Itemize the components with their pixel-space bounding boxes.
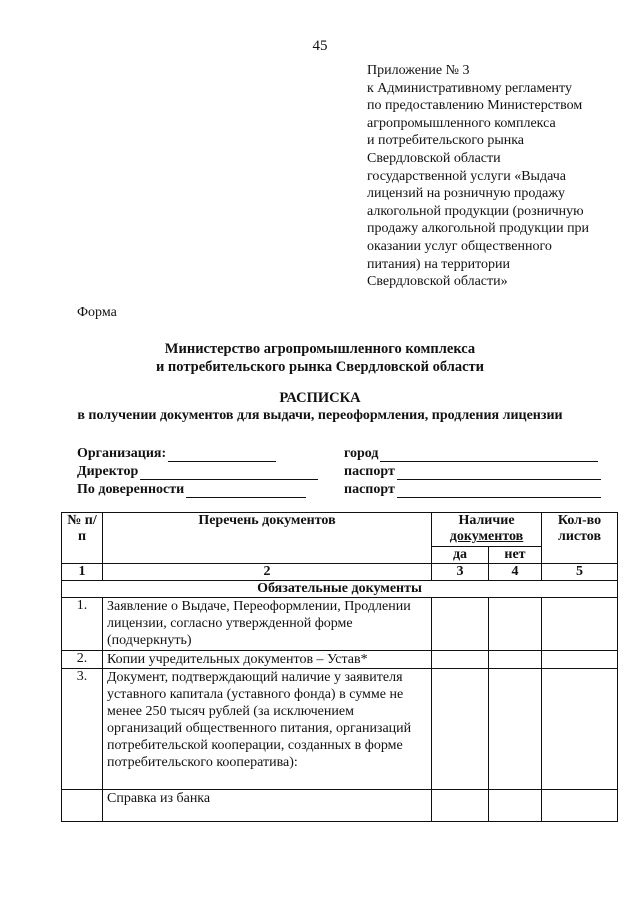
cell-no[interactable] <box>489 598 542 651</box>
header-yes: да <box>432 547 489 564</box>
header-count: Кол-во листов <box>542 513 618 564</box>
table-row <box>62 651 618 669</box>
header-list: Перечень документов <box>103 513 432 564</box>
receipt-title: РАСПИСКА <box>279 390 361 406</box>
proxy-label: По доверенности <box>77 482 185 497</box>
proxy-field[interactable] <box>77 482 306 498</box>
col-number: 1 <box>62 564 103 581</box>
organization-field[interactable] <box>77 446 276 462</box>
appendix-block <box>367 62 617 291</box>
row-text: Документ, подтверждающий наличие у заявителя уставного капитала (уставного фонда) в сумме не менее 250 тысяч рублей (за исключением организаций общественного питания, организаций потребительской кооперации, созданных в форме потребительского кооператива): <box>103 669 432 790</box>
appendix-line: Свердловской области» <box>367 274 508 290</box>
director-field[interactable] <box>77 464 318 480</box>
receipt-subtitle: в получении документов для выдачи, переоформления, продления лицензии <box>77 408 563 423</box>
section-title: Обязательные документы <box>62 581 618 598</box>
passport-label-1: паспорт <box>344 464 395 479</box>
header-presence <box>432 513 542 547</box>
ministry-heading <box>0 340 640 376</box>
header-presence-line-2: документов <box>449 529 524 544</box>
page-number: 45 <box>312 38 328 54</box>
appendix-line: агропромышленного комплекса <box>367 115 556 131</box>
appendix-line: к Административному регламенту <box>367 80 572 96</box>
cell-count[interactable] <box>542 651 618 669</box>
cell-no[interactable] <box>489 651 542 669</box>
row-num: 3. <box>62 669 103 790</box>
appendix-line: продажу алкогольной продукции при <box>367 221 590 237</box>
row-text: Справка из банка <box>103 790 432 822</box>
city-blank[interactable] <box>380 447 598 462</box>
city-field[interactable] <box>344 446 598 462</box>
header-presence-line-1: Наличие <box>458 513 515 528</box>
cell-yes[interactable] <box>432 651 489 669</box>
documents-table <box>61 512 618 822</box>
header-num: № п/п <box>62 513 103 564</box>
cell-count[interactable] <box>542 669 618 790</box>
cell-no[interactable] <box>489 669 542 790</box>
appendix-line: оказании услуг общественного <box>367 238 552 254</box>
passport-blank-1[interactable] <box>397 465 601 480</box>
col-number: 2 <box>103 564 432 581</box>
cell-count[interactable] <box>542 790 618 822</box>
appendix-line: и потребительского рынка <box>367 133 525 149</box>
cell-yes[interactable] <box>432 790 489 822</box>
appendix-line: Свердловской области <box>367 150 501 166</box>
header-no: нет <box>489 547 542 564</box>
row-num <box>62 790 103 822</box>
director-blank[interactable] <box>140 465 318 480</box>
cell-yes[interactable] <box>432 598 489 651</box>
appendix-line: алкогольной продукции (розничную <box>367 203 584 219</box>
passport-blank-2[interactable] <box>397 483 601 498</box>
proxy-blank[interactable] <box>186 483 306 498</box>
row-text: Заявление о Выдаче, Переоформлении, Продлении лицензии, согласно утвержденной форме (подчеркнуть) <box>103 598 432 651</box>
cell-yes[interactable] <box>432 669 489 790</box>
table-row <box>62 598 618 651</box>
table-row <box>62 669 618 790</box>
appendix-line: государственной услуги «Выдача <box>367 168 566 184</box>
form-label: Форма <box>77 305 117 320</box>
table-header-row <box>62 513 618 547</box>
passport-field-2[interactable] <box>344 482 601 498</box>
col-number: 3 <box>432 564 489 581</box>
ministry-line-1: Министерство агропромышленного комплекса <box>164 341 476 357</box>
row-text: Копии учредительных документов – Устав* <box>103 651 432 669</box>
row-num: 2. <box>62 651 103 669</box>
appendix-line: Приложение № 3 <box>367 63 470 78</box>
cell-count[interactable] <box>542 598 618 651</box>
table-row <box>62 790 618 822</box>
appendix-line: по предоставлению Министерством <box>367 98 583 114</box>
cell-no[interactable] <box>489 790 542 822</box>
organization-blank[interactable] <box>168 447 276 462</box>
organization-label: Организация: <box>77 446 167 461</box>
ministry-line-2: и потребительского рынка Свердловской области <box>155 359 485 375</box>
appendix-line: лицензий на розничную продажу <box>367 186 566 202</box>
section-row <box>62 581 618 598</box>
passport-label-2: паспорт <box>344 482 395 497</box>
col-number: 4 <box>489 564 542 581</box>
column-number-row <box>62 564 618 581</box>
passport-field-1[interactable] <box>344 464 601 480</box>
city-label: город <box>344 446 379 461</box>
appendix-line: питания) на территории <box>367 256 511 272</box>
receipt-fields <box>77 446 607 500</box>
row-num: 1. <box>62 598 103 651</box>
col-number: 5 <box>542 564 618 581</box>
director-label: Директор <box>77 464 139 479</box>
